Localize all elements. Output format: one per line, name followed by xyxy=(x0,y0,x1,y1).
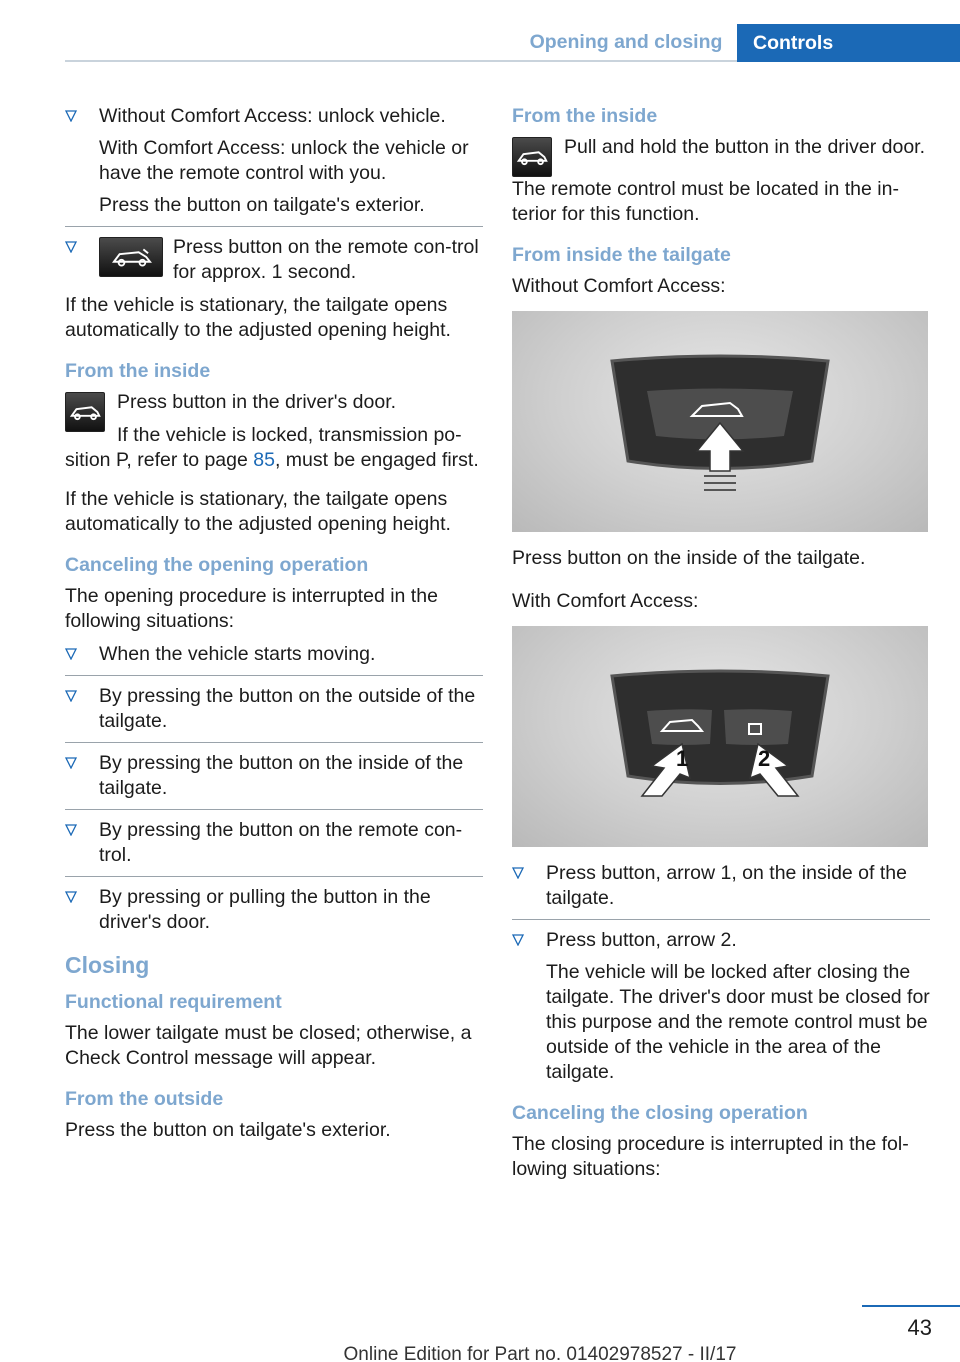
paragraph: The opening procedure is interrupted in the following situations: xyxy=(65,585,438,632)
paragraph: The closing procedure is interrupted in the fol-lowing situations: xyxy=(512,1133,909,1180)
paragraph: The lower tailgate must be closed; otherwise, a Check Control message will appear. xyxy=(65,1022,472,1069)
divider xyxy=(65,226,483,227)
tailgate-button-photo xyxy=(512,311,928,532)
divider xyxy=(512,919,930,920)
triangle-bullet-icon xyxy=(65,690,77,702)
heading-functional-requirement: Functional requirement xyxy=(65,991,282,1013)
photo-caption: Press button on the inside of the tailgate. xyxy=(512,547,866,569)
heading-closing: Closing xyxy=(65,952,150,978)
paragraph: Without Comfort Access: xyxy=(512,275,726,297)
heading-from-inside-tailgate: From inside the tailgate xyxy=(512,244,731,266)
triangle-bullet-icon xyxy=(65,648,77,660)
paragraph: With Comfort Access: xyxy=(512,590,699,612)
remote-key-row xyxy=(99,235,483,285)
heading-from-outside: From the outside xyxy=(65,1088,224,1110)
page-number: 43 xyxy=(907,1315,932,1340)
footer-edition: Online Edition for Part no. 01402978527 - II/17 xyxy=(343,1344,737,1362)
list-item xyxy=(65,885,483,935)
header-tab-controls[interactable]: Controls xyxy=(737,24,960,62)
tailgate-button-icon xyxy=(99,237,163,277)
bullet-text: Press button, arrow 1, on the inside of the tailgate. xyxy=(546,862,907,909)
list-item xyxy=(65,751,483,801)
bullet-text: Press the button on tailgate's exterior. xyxy=(99,194,425,216)
left-column xyxy=(65,104,483,1151)
bullet-text: Press button, arrow 2. xyxy=(546,929,737,951)
paragraph: If the vehicle is stationary, the tailgate opens automatically to the adjusted opening height. xyxy=(65,294,451,341)
divider xyxy=(65,742,483,743)
page-number-rule xyxy=(862,1305,960,1307)
text: If the vehicle is locked, transmission po-sition P, refer to page xyxy=(65,424,462,471)
bullet-text: Press button on the remote con-trol for approx. 1 second. xyxy=(173,236,479,283)
comfort-access-buttons-photo xyxy=(512,626,928,847)
tailgate-button-icon xyxy=(512,137,552,177)
list-item xyxy=(65,818,483,868)
list-item xyxy=(512,861,930,911)
bullet-text: Without Comfort Access: unlock vehicle. xyxy=(99,105,446,127)
bullet-text: By pressing the button on the remote con-trol. xyxy=(99,819,463,866)
list-item xyxy=(65,235,483,285)
page-link[interactable]: 85 xyxy=(253,449,275,471)
arrow-label-1: 1 xyxy=(676,746,689,771)
list-item xyxy=(65,642,483,667)
bullet-text: With Comfort Access: unlock the vehicle or have the remote control with you. xyxy=(99,137,469,184)
header-section-title: Opening and closing xyxy=(529,31,723,53)
paragraph: Pull and hold the button in the driver door. xyxy=(564,136,925,158)
paragraph: The remote control must be located in the in-terior for this function. xyxy=(512,178,899,225)
bullet-text: By pressing the button on the inside of the tailgate. xyxy=(99,752,464,799)
bullet-text: When the vehicle starts moving. xyxy=(99,643,376,665)
list-item xyxy=(65,104,483,218)
door-button-row xyxy=(65,390,483,481)
right-column xyxy=(512,104,930,1190)
bullet-detail: The vehicle will be locked after closing the tailgate. The driver's door must be closed for this purpose and the remote control must be outside of the vehicle in the area of the tailgate. xyxy=(546,961,930,1083)
arrow-label-2: 2 xyxy=(758,746,771,771)
triangle-bullet-icon xyxy=(65,241,77,253)
heading-canceling-closing: Canceling the closing operation xyxy=(512,1102,808,1124)
paragraph: Press the button on tailgate's exterior. xyxy=(65,1119,391,1141)
heading-from-inside: From the inside xyxy=(65,360,211,382)
divider xyxy=(65,876,483,877)
triangle-bullet-icon xyxy=(65,110,77,122)
triangle-bullet-icon xyxy=(65,824,77,836)
heading-from-inside: From the inside xyxy=(512,105,658,127)
triangle-bullet-icon xyxy=(512,934,524,946)
text: , must be engaged first. xyxy=(274,449,479,471)
bullet-text: By pressing or pulling the button in the driver's door. xyxy=(99,886,431,933)
paragraph: If the vehicle is stationary, the tailgate opens automatically to the adjusted opening height. xyxy=(65,488,451,535)
list-item xyxy=(65,684,483,734)
list-item xyxy=(512,928,930,1085)
heading-canceling-opening: Canceling the opening operation xyxy=(65,554,369,576)
divider xyxy=(65,675,483,676)
triangle-bullet-icon xyxy=(512,867,524,879)
bullet-text: By pressing the button on the outside of the tailgate. xyxy=(99,685,476,732)
door-button-row xyxy=(512,135,930,177)
triangle-bullet-icon xyxy=(65,891,77,903)
paragraph: Press button in the driver's door. xyxy=(117,391,397,413)
triangle-bullet-icon xyxy=(65,757,77,769)
divider xyxy=(65,809,483,810)
paragraph xyxy=(65,423,483,473)
